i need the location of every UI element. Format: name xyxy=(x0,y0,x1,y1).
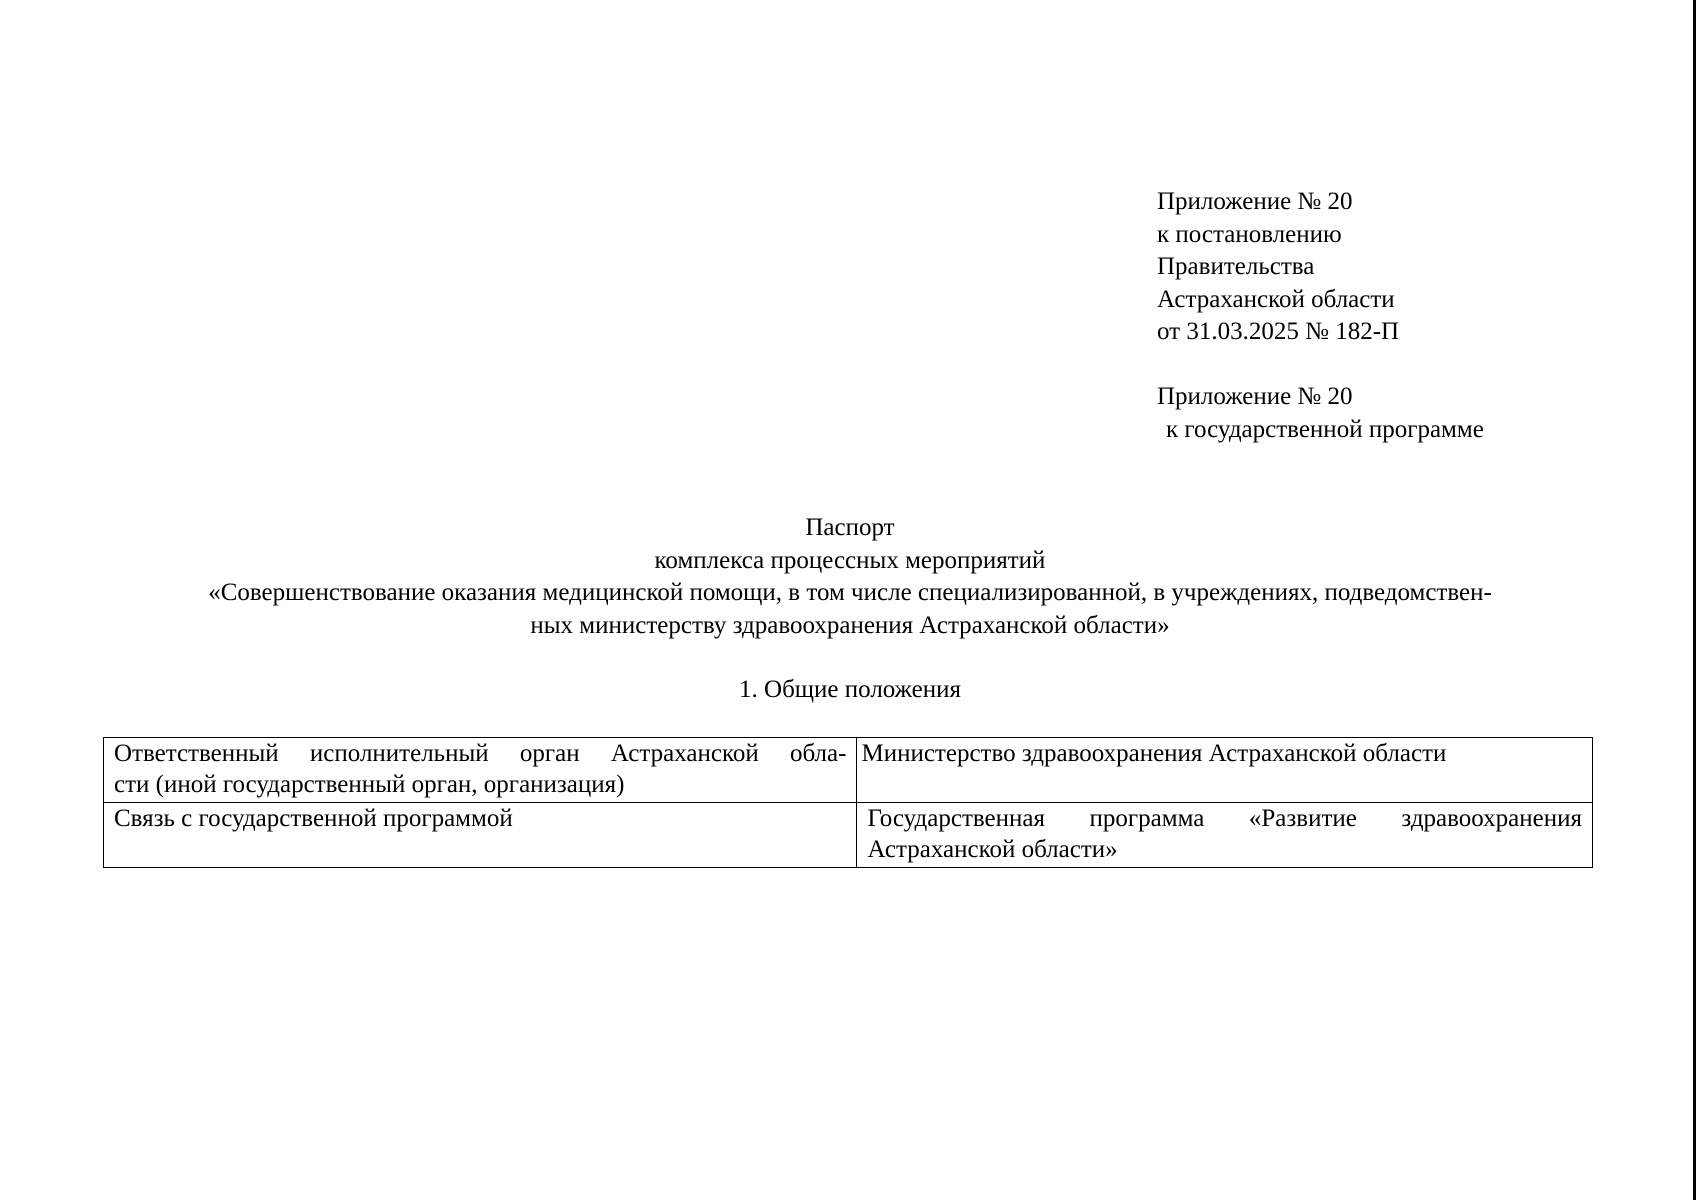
appendix-stamp xyxy=(1157,186,1484,446)
table-cell-value xyxy=(857,803,1593,868)
title-line: комплекса процессных мероприятий xyxy=(654,546,1046,574)
cell-text: Министерство здравоохранения Астраханской области xyxy=(861,740,1447,767)
table-row xyxy=(104,738,1593,803)
table-cell-label xyxy=(104,738,857,803)
document-title xyxy=(100,512,1600,642)
general-provisions-table xyxy=(103,737,1593,868)
cell-text: Ответственный исполнительный орган Астраханской обла- xyxy=(114,740,847,767)
cell-text: Связь с государственной программой xyxy=(114,805,513,832)
stamp-line: Астраханской области xyxy=(1157,285,1395,313)
cell-text: Государственная программа «Развитие здравоохранения xyxy=(867,805,1582,832)
table-row xyxy=(104,803,1593,868)
table-cell-label xyxy=(104,803,857,868)
stamp-line: Приложение № 20 xyxy=(1157,383,1353,410)
stamp-line: от 31.03.2025 № 182-П xyxy=(1157,318,1400,345)
title-line: «Совершенствование оказания медицинской помощи, в том числе специализированной, в учреждениях, подведомствен- xyxy=(208,579,1492,606)
title-line: ных министерству здравоохранения Астраханской области» xyxy=(530,611,1170,639)
cell-text: сти (иной государственный орган, организация) xyxy=(114,771,625,798)
cell-text: Астраханской области» xyxy=(867,836,1118,863)
title-line: Паспорт xyxy=(805,514,895,541)
section-heading: 1. Общие положения xyxy=(739,676,961,703)
stamp-line: Правительства xyxy=(1157,253,1315,280)
table-cell-value xyxy=(857,738,1593,803)
stamp-line: Приложение № 20 xyxy=(1157,188,1353,215)
stamp-spacer xyxy=(1157,349,1484,382)
stamp-line: к постановлению xyxy=(1157,220,1342,248)
stamp-line: к государственной программе xyxy=(1166,415,1484,443)
